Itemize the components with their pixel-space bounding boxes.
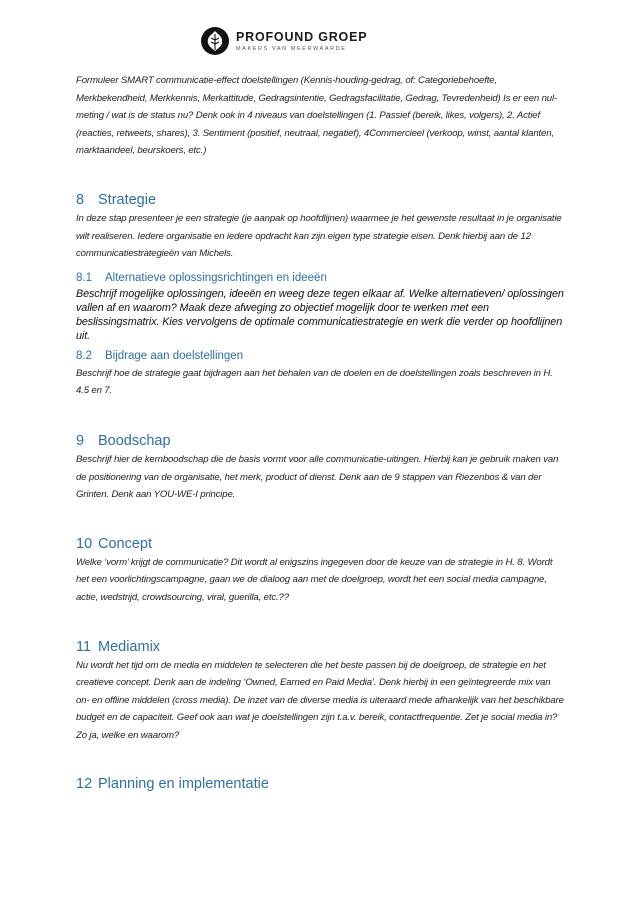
heading-strategie [76,190,566,210]
subheading-number: 8.2 [76,349,92,362]
heading-mediamix [76,637,566,657]
alternatieven-paragraph: Beschrijf mogelijke oplossingen, ideeën en weeg deze tegen elkaar af. Welke alternatieven/ oplossingen vallen af en waarom? Maak deze afweging zo objectief mogelijk door te werken met een beslissingsmatrix. Kies vervolgens de optimale communicatiestrategie en werk die verder op hoofdlijnen uit. [76,287,564,342]
subheading-title: Alternatieve oplossingsrichtingen en ideeën [105,271,327,284]
mediamix-paragraph: Nu wordt het tijd om de media en middelen te selecteren die het beste passen bij de doelgroep, de strategie en het creatieve concept. Denk aan de indeling ‘Owned, Earned en Paid Media’. Denk hierbij in een geïntegreerde mix van on- en offline middelen (cross media). De inzet van de diverse media is uiteraard mede afhankelijk van het beschikbare budget en de capaciteit. Geef ook aan wat je doelstellingen zijn t.a.v. bereik, contactfrequentie. Zet je social media in? Zo ja, welke en waarom? [76,659,564,741]
heading-number: 8 [76,191,85,208]
subheading-bijdrage [76,347,566,365]
heading-number: 9 [76,432,85,449]
strategie-paragraph: In deze stap presenteer je een strategie (je aanpak op hoofdlijnen) waarmee je het gewenste resultaat in je organisatie wilt realiseren. Iedere organisatie en iedere opdracht kan zijn eigen type strategie eisen. Denk hierbij aan de 12 communicatiestrategieën van Michels. [76,212,562,260]
content [76,72,566,794]
heading-planning [76,774,566,794]
heading-boodschap [76,431,566,451]
heading-title: Planning en implementatie [98,776,269,793]
leaf-logo-icon [200,26,230,56]
heading-number: 12 [76,776,93,793]
brand-name: PROFOUND GROEP [236,30,368,44]
brand-tagline: MAKERS VAN MEERWAARDE [236,46,347,52]
heading-title: Boodschap [98,432,171,449]
subheading-alternatieven [76,269,566,287]
heading-concept [76,534,566,554]
heading-number: 10 [76,535,93,552]
boodschap-paragraph: Beschrijf hier de kernboodschap die de basis vormt voor alle communicatie-uitingen. Hierbij kan je gebruik maken van de positionering van de organisatie, het merk, product of dienst. Denk aan de 9 stappen van Riezenbos & van der Grinten. Denk aan YOU-WE-I principe. [76,453,559,501]
concept-paragraph: Welke ‘vorm’ krijgt de communicatie? Dit wordt al enigszins ingegeven door de keuze van de strategie in H. 8. Wordt het een voorlichtingscampagne, gaan we de dialoog aan met de doelgroep, wordt het een social media campagne, actie, wedstrijd, crowdsourcing, viral, guerilla, etc.?? [76,556,553,603]
subheading-title: Bijdrage aan doelstellingen [105,349,244,362]
heading-title: Strategie [98,191,157,208]
intro-paragraph: Formuleer SMART communicatie-effect doelstellingen (Kennis-houding-gedrag, of: Categoriebehoefte, Merkbekendheid, Merkkennis, Merkattitude, Gedragsintentie, Gedragsfacilitatie, Gedrag, Tevredenheid) Is er een nul-meting / wat is de status nu? Denk ook in 4 niveaus van doelstellingen (1. Passief (bereik, likes, volgers), 2. Actief (reacties, retweets, shares), 3. Sentiment (positief, neutraal, negatief), 4Commercieel (verkoop, winst, aantal klanten, marktaandeel, beurskoers, etc.) [76,75,558,157]
bijdrage-paragraph: Beschrijf hoe de strategie gaat bijdragen aan het behalen van de doelen en de doelstellingen zoals beschreven in H. 4.5 en 7. [76,367,553,397]
subheading-number: 8.1 [76,271,92,284]
heading-number: 11 [76,638,92,655]
heading-title: Concept [98,535,153,552]
company-logo [200,26,390,60]
heading-title: Mediamix [98,638,161,655]
